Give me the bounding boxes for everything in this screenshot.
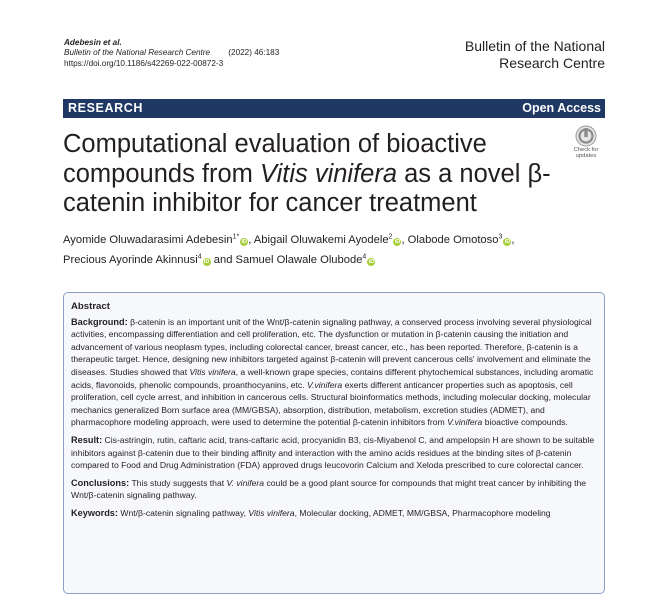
orcid-icon[interactable]: iD — [203, 259, 210, 266]
journal-name-line1: Bulletin of the National — [464, 38, 605, 54]
background-text: bioactive compounds. — [482, 417, 568, 428]
author-separator: , — [511, 233, 515, 246]
title-part1: Computational evaluation of bioactive compounds from — [63, 130, 487, 188]
abstract-content — [71, 301, 597, 525]
result-label: Result: — [71, 434, 103, 445]
author-name: Olabode Omotoso — [407, 233, 499, 246]
check-for-updates-badge[interactable] — [570, 125, 602, 160]
author-list — [63, 228, 543, 269]
author-affiliation: 3 — [498, 233, 503, 240]
orcid-icon[interactable]: iD — [368, 259, 375, 266]
author-separator: , — [248, 233, 254, 246]
background-text: , a well-known grape species, contains different phytochemical substances, including aromatic acids, flavonoids, phenolic compounds, proanthocyanins, etc. — [71, 366, 594, 390]
keywords-label: Keywords: — [71, 507, 118, 518]
author-name: Ayomide Oluwadarasimi Adebesin — [63, 233, 233, 246]
conclusions-text: could be a good plant source for compounds that might treat cancer by inhibiting the Wnt/β-catenin signaling pathway. — [71, 477, 587, 501]
keywords-text: Wnt/β-catenin signaling pathway, — [120, 507, 249, 518]
author-item — [63, 234, 254, 246]
background-species: V.vinifera — [447, 417, 483, 428]
background-species: V.vinifera — [307, 379, 343, 390]
check-updates-icon — [575, 125, 597, 147]
author-affiliation: 1* — [232, 233, 240, 240]
section-band — [63, 99, 605, 118]
author-separator: , — [401, 233, 408, 246]
title-part2: as a novel β-catenin inhibitor for cancer treatment — [63, 159, 551, 217]
background-label: Background: — [71, 316, 128, 327]
journal-citation — [64, 48, 279, 58]
background-species: Vitis vinifera — [189, 366, 236, 377]
author-affiliation: 4 — [362, 253, 367, 261]
orcid-icon[interactable]: iD — [394, 238, 401, 245]
abstract-conclusions — [71, 477, 597, 502]
author-affiliation: 2 — [388, 233, 393, 240]
keywords-text: , Molecular docking, ADMET, MM/GBSA, Pharmacophore modeling — [294, 507, 551, 518]
author-name: Samuel Olawale Olubode — [235, 254, 363, 267]
short-author-line: Adebesin et al. — [64, 38, 122, 47]
conclusions-text: This study suggests that — [131, 477, 227, 488]
doi-link[interactable]: https://doi.org/10.1186/s42269-022-00872-3 — [64, 58, 224, 68]
author-item — [236, 254, 376, 266]
check-for-label: Check for — [573, 147, 599, 153]
abstract-heading: Abstract — [71, 301, 110, 312]
journal-italic-name: Bulletin of the National Research Centre — [64, 48, 211, 58]
conclusions-species: V. vinifera — [226, 477, 265, 488]
abstract-keywords — [71, 507, 597, 520]
abstract-box — [63, 292, 605, 594]
author-item — [254, 234, 408, 246]
title-species: Vitis vinifera — [260, 159, 398, 188]
orcid-icon[interactable]: iD — [241, 238, 247, 245]
research-label: RESEARCH — [68, 101, 143, 115]
abstract-result — [71, 434, 597, 472]
conclusions-label: Conclusions: — [71, 477, 130, 488]
keywords-species: Vitis vinifera — [248, 507, 295, 518]
author-name: Abigail Oluwakemi Ayodele — [253, 233, 389, 246]
journal-name — [465, 38, 605, 72]
open-access-label: Open Access — [522, 101, 601, 115]
abstract-background — [71, 316, 597, 429]
background-text: exerts different anticancer properties such as apoptosis, cell proliferation, cell cycle arrest, and inhibition in cancerous cells. Structural bioinformatics methods, including molecular docking, molecular mechanics generalized Born surface area (MM/GBSA), absorption, distribution, metabolism, excretion studies (ADMET), and pharmacophore modeling approach, were used to determine the potential β-catenin inhibitors from — [71, 379, 591, 428]
journal-year-volume: (2022) 46:183 — [228, 48, 280, 58]
author-name: Precious Ayorinde Akinnusi — [63, 254, 198, 267]
orcid-icon[interactable]: iD — [504, 238, 511, 245]
author-affiliation: 4 — [197, 253, 202, 261]
result-text: Cis-astringin, rutin, caftaric acid, trans-caftaric acid, procyanidin B3, cis-Miyabenol C, and ampelopsin H are shown to be suitable inhibitors against β-catenin due to their binding affinity and interaction with the amino acids residues at the binding sites of β-catenin compared to Food and Drug Administration (FDA) approved drugs leucovorin Calcium and Xeloda prescribed to cure colorectal cancer. — [71, 434, 595, 471]
author-separator: and — [210, 254, 236, 267]
author-item — [408, 234, 515, 246]
article-title — [63, 130, 553, 219]
journal-name-line2: Research Centre — [499, 55, 605, 71]
updates-label: updates — [575, 153, 597, 160]
background-text: β-catenin is an important unit of the Wnt/β-catenin signaling pathway, a conserved process involving several physiological activities, encompassing differentiation and cell proliferation, etc. The dysfunction or mutation in β-catenin causing the initiation and advancement of various neoplasm types, including colorectal cancer, breast cancer, etc., has been reported. Therefore, β-catenin is a therapeutic target. Hence, designing new inhibitors targeted against β-catenin will prevent cancerous cells' involvement and eliminate the diseases. Studies showed that — [71, 316, 592, 377]
article-header-info — [64, 38, 279, 69]
author-item — [63, 254, 236, 266]
